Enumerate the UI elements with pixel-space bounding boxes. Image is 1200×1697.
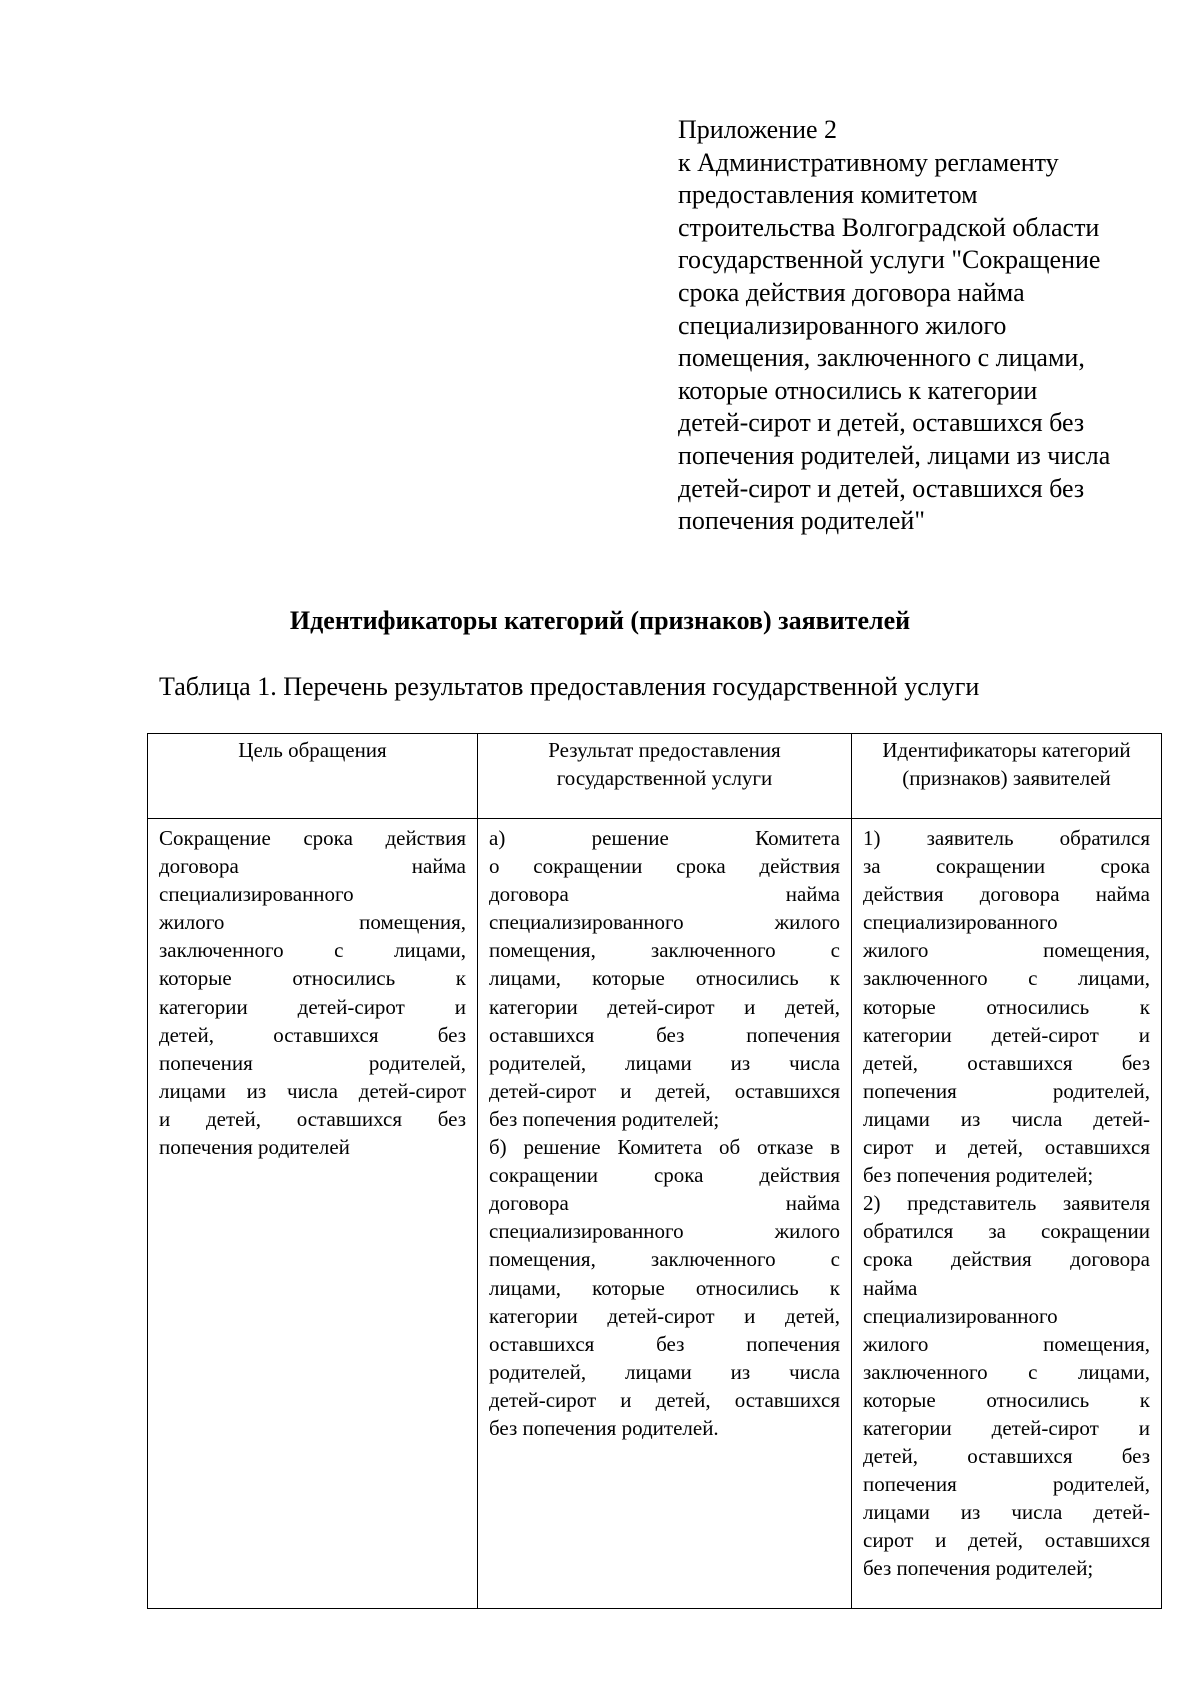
cell-line: категории детей-сирот и xyxy=(863,1415,1150,1440)
cell-line: без попечения родителей; xyxy=(489,1106,720,1131)
cell-line: детей, оставшихся без xyxy=(159,1022,466,1047)
appendix-header xyxy=(678,114,1158,538)
cell-line: сокращении срока действия xyxy=(489,1163,840,1188)
cell-line: лицами из числа детей- xyxy=(863,1106,1150,1131)
cell-line: детей-сирот и детей, оставшихся xyxy=(489,1078,840,1103)
cell-line: категории детей-сирот и детей, xyxy=(489,994,840,1019)
cell-line: лицами из числа детей-сирот xyxy=(159,1078,466,1103)
cell-line: срока действия договора xyxy=(863,1247,1150,1272)
cell-line: специализированного xyxy=(863,910,1058,935)
cell-line: найма xyxy=(863,1275,918,1300)
cell-line: жилого помещения, xyxy=(863,1331,1150,1356)
cell-line: лицами, которые относились к xyxy=(489,966,840,991)
cell-purpose xyxy=(148,819,478,1609)
cell-line: сирот и детей, оставшихся xyxy=(863,1135,1150,1160)
appendix-line: срока действия договора найма xyxy=(678,277,1025,307)
cell-line: попечения родителей, xyxy=(863,1078,1150,1103)
appendix-line: государственной услуги "Сокращение xyxy=(678,245,1101,275)
cell-line: специализированного xyxy=(159,882,354,907)
cell-line: попечения родителей, xyxy=(159,1050,466,1075)
results-table xyxy=(147,733,1162,1609)
cell-line: специализированного xyxy=(863,1303,1058,1328)
cell-line: договора найма xyxy=(159,854,466,879)
appendix-line: детей-сирот и детей, оставшихся без xyxy=(678,408,1085,438)
cell-line: попечения родителей xyxy=(159,1135,350,1160)
header-identifiers: Идентификаторы категорий (признаков) заявителей xyxy=(852,734,1162,819)
cell-line: категории детей-сирот и детей, xyxy=(489,1303,840,1328)
appendix-line: попечения родителей" xyxy=(678,506,925,536)
cell-line: о сокращении срока действия xyxy=(489,854,840,879)
header-result: Результат предоставления государственной услуги xyxy=(478,734,852,819)
cell-line: помещения, заключенного с xyxy=(489,1247,840,1272)
cell-line: 1) заявитель обратился xyxy=(863,826,1150,850)
cell-line: оставшихся без попечения xyxy=(489,1331,840,1356)
cell-identifiers xyxy=(852,819,1162,1609)
document-title: Идентификаторы категорий (признаков) заявителей xyxy=(289,606,911,635)
cell-line: 2) представитель заявителя xyxy=(863,1191,1150,1216)
cell-line: договора найма xyxy=(489,1191,840,1216)
cell-line: специализированного жилого xyxy=(489,910,840,935)
header-purpose: Цель обращения xyxy=(148,734,478,819)
cell-line: жилого помещения, xyxy=(863,938,1150,963)
cell-result xyxy=(478,819,852,1609)
appendix-line: попечения родителей, лицами из числа xyxy=(678,440,1111,470)
appendix-line: помещения, заключенного с лицами, xyxy=(678,343,1085,373)
appendix-line: детей-сирот и детей, оставшихся без xyxy=(678,473,1085,503)
cell-line: которые относились к xyxy=(863,1387,1150,1412)
cell-line: детей, оставшихся без xyxy=(863,1444,1150,1469)
appendix-line: которые относились к категории xyxy=(678,375,1038,405)
cell-line: категории детей-сирот и xyxy=(863,1022,1150,1047)
cell-line: оставшихся без попечения xyxy=(489,1022,840,1047)
appendix-line: предоставления комитетом xyxy=(678,180,978,210)
appendix-line: специализированного жилого xyxy=(678,310,1007,340)
appendix-line: к Административному регламенту xyxy=(678,147,1059,177)
cell-line: за сокращении срока xyxy=(863,854,1150,879)
cell-line: договора найма xyxy=(489,882,840,907)
cell-line: Сокращение срока действия xyxy=(159,826,466,850)
cell-line: действия договора найма xyxy=(863,882,1150,907)
cell-line: а) решение Комитета xyxy=(489,826,840,850)
cell-line: обратился за сокращении xyxy=(863,1219,1150,1244)
cell-line: и детей, оставшихся без xyxy=(159,1106,466,1131)
cell-line: детей, оставшихся без xyxy=(863,1050,1150,1075)
cell-line: которые относились к xyxy=(863,994,1150,1019)
table-row xyxy=(148,819,1162,1609)
cell-line: детей-сирот и детей, оставшихся xyxy=(489,1387,840,1412)
cell-line: без попечения родителей. xyxy=(489,1415,719,1440)
table-caption: Таблица 1. Перечень результатов предоставления государственной услуги xyxy=(159,672,980,701)
cell-line: без попечения родителей; xyxy=(863,1163,1094,1188)
cell-line: родителей, лицами из числа xyxy=(489,1050,840,1075)
cell-line: попечения родителей, xyxy=(863,1472,1150,1497)
cell-line: родителей, лицами из числа xyxy=(489,1359,840,1384)
cell-line: лицами, которые относились к xyxy=(489,1275,840,1300)
cell-line: жилого помещения, xyxy=(159,910,466,935)
appendix-line: Приложение 2 xyxy=(678,115,838,144)
cell-line: специализированного жилого xyxy=(489,1219,840,1244)
cell-line: лицами из числа детей- xyxy=(863,1500,1150,1525)
appendix-line: строительства Волгоградской области xyxy=(678,212,1100,242)
cell-line: без попечения родителей; xyxy=(863,1556,1094,1581)
cell-line: заключенного с лицами, xyxy=(863,1359,1150,1384)
cell-line: категории детей-сирот и xyxy=(159,994,466,1019)
cell-line: сирот и детей, оставшихся xyxy=(863,1528,1150,1553)
cell-line: заключенного с лицами, xyxy=(159,938,466,963)
cell-line: б) решение Комитета об отказе в xyxy=(489,1135,840,1160)
cell-line: которые относились к xyxy=(159,966,466,991)
cell-line: помещения, заключенного с xyxy=(489,938,840,963)
table-header-row xyxy=(148,734,1162,819)
cell-line: заключенного с лицами, xyxy=(863,966,1150,991)
